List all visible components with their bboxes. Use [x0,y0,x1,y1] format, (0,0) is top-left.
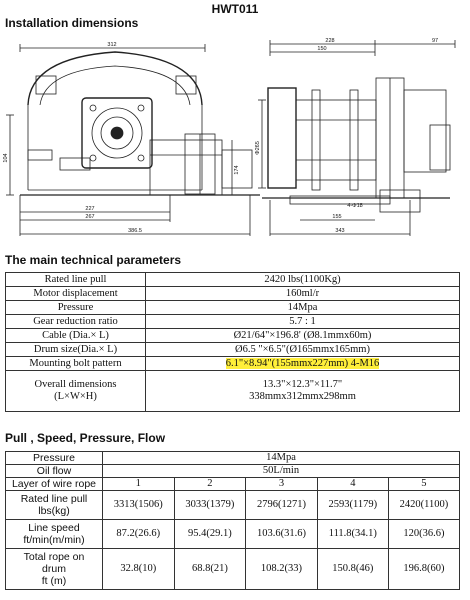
row-label [6,520,103,549]
installation-drawing [0,30,470,245]
layer-cell: 5 [388,478,459,491]
table-cell: 3033(1379) [174,491,246,520]
dim-right-top-2: 97 [431,38,439,44]
table-cell: 103.6(31.6) [246,520,318,549]
row-label [6,549,103,590]
param-value: 14Mpa [146,301,460,315]
dim-right-top-1: 228 [325,38,335,44]
pull-speed-heading: Pull , Speed, Pressure, Flow [5,431,166,445]
table-cell: 32.8(10) [103,549,175,590]
overall-value-line-2: 338mmx312mmx298mm [249,391,356,402]
table-cell: 108.2(33) [246,549,318,590]
row-label-line-2: lbs(kg) [38,505,70,517]
table-cell: 2420(1100) [388,491,459,520]
row-label-line-2: ft/min(m/min) [23,534,85,546]
layer-cell: 2 [174,478,246,491]
pull-speed-table [5,451,460,590]
param-value: 2420 lbs(1100Kg) [146,273,460,287]
table-cell: 150.8(46) [317,549,388,590]
table-row [6,301,460,315]
page-title: HWT011 [211,2,259,16]
table-row [6,452,460,465]
dim-left-height: 104 [3,153,9,163]
row-label-line-1: Total rope on [23,551,85,563]
param-value [146,371,460,412]
overall-label-line-1: Overall dimensions [34,379,117,390]
table-cell: 3313(1506) [103,491,175,520]
table-row [6,478,460,491]
table-row [6,273,460,287]
table-row [6,491,460,520]
overall-value-line-1: 13.3"×12.3"×11.7" [262,379,343,390]
row-label [6,491,103,520]
param-label: Rated line pull [6,273,146,287]
dim-right-top-3: 150 [317,46,327,52]
row-label-line-1: Rated line pull [20,493,88,505]
technical-parameters-table [5,272,460,412]
table-row [6,287,460,301]
table-row [6,315,460,329]
dim-right-bottom-1: 155 [332,214,342,220]
param-label: Cable (Dia.× L) [6,329,146,343]
row-label-line-3: ft (m) [41,575,67,587]
technical-parameters-heading: The main technical parameters [5,253,182,267]
dim-left-bottom-1: 227 [85,206,95,212]
row-value: 50L/min [103,465,460,478]
table-row [6,520,460,549]
dim-right-side: Φ265 [255,141,261,155]
table-row [6,329,460,343]
param-value: 5.7 : 1 [146,315,460,329]
param-label: Gear reduction ratio [6,315,146,329]
table-cell: 2593(1179) [317,491,388,520]
param-value-highlighted [146,357,460,371]
row-label: Pressure [6,452,103,465]
row-label: Layer of wire rope [6,478,103,491]
table-cell: 87.2(26.6) [103,520,175,549]
dim-left-bottom-2: 267 [85,214,95,220]
layer-cell: 1 [103,478,175,491]
param-value: Ø21/64"×196.8' (Ø8.1mmx60m) [146,329,460,343]
row-value: 14Mpa [103,452,460,465]
table-row [6,357,460,371]
param-label: Pressure [6,301,146,315]
table-row [6,549,460,590]
table-cell: 95.4(29.1) [174,520,246,549]
row-label-line-1: Line speed [28,522,80,534]
param-value: Ø6.5 "×6.5"(Ø165mmx165mm) [146,343,460,357]
layer-cell: 4 [317,478,388,491]
table-cell: 68.8(21) [174,549,246,590]
row-label-line-2: drum [42,563,66,575]
param-label: Mounting bolt pattern [6,357,146,371]
table-cell: 2796(1271) [246,491,318,520]
table-cell: 120(36.6) [388,520,459,549]
table-cell: 196.8(60) [388,549,459,590]
param-label [6,371,146,412]
table-row [6,371,460,412]
table-row [6,465,460,478]
dim-right-bottom-2: 343 [335,228,345,234]
dim-left-top: 312 [107,42,117,48]
table-cell: 111.8(34.1) [317,520,388,549]
highlighted-value: 6.1"×8.94"(155mmx227mm) 4-M16 [225,357,380,369]
dim-left-right: 174 [234,165,240,175]
param-label: Motor displacement [6,287,146,301]
param-value: 160ml/r [146,287,460,301]
dim-right-slot: 4-Φ18 [347,203,363,209]
table-row [6,343,460,357]
row-label: Oil flow [6,465,103,478]
layer-cell: 3 [246,478,318,491]
dim-left-bottom-3: 386.5 [128,228,142,234]
installation-dimensions-heading: Installation dimensions [5,16,139,30]
param-label: Drum size(Dia.× L) [6,343,146,357]
overall-label-line-2: (L×W×H) [54,391,97,402]
